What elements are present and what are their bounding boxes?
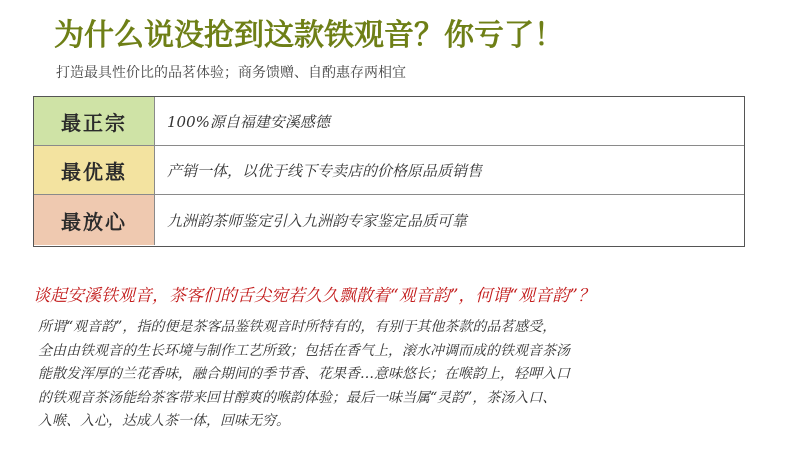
article-line: 所谓“观音韵”，指的便是茶客品鉴铁观音时所特有的，有别于其他茶款的品茗感受， <box>38 319 557 335</box>
article-paragraph <box>38 316 738 434</box>
article-line: 入喉、入心，达成人茶一体，回味无穷。 <box>38 413 290 429</box>
article-line: 全由由铁观音的生长环境与制作工艺所致；包括在香气上，滚水冲调而成的铁观音茶汤 <box>38 342 570 359</box>
feature-text: 100%源自福建安溪感德 <box>167 112 330 131</box>
page-title: 为什么说没抢到这款铁观音？你亏了！ <box>54 18 564 53</box>
feature-table <box>33 96 745 247</box>
feature-row <box>34 97 744 146</box>
page-subtitle: 打造最具性价比的品茗体验；商务馈赠、自酌惠存两相宜 <box>56 65 406 81</box>
feature-label: 最放心 <box>34 195 155 245</box>
feature-row <box>34 195 744 245</box>
feature-label: 最优惠 <box>34 146 155 194</box>
feature-row <box>34 146 744 195</box>
article-line: 的铁观音茶汤能给茶客带来回甘醇爽的喉韵体验；最后一味当属“灵韵”，茶汤入口、 <box>38 389 557 406</box>
article-line: 能散发浑厚的兰花香味，融合期间的季节香、花果香…意味悠长；在喉韵上，轻呷入口 <box>38 366 570 382</box>
feature-label: 最正宗 <box>34 97 155 145</box>
feature-text: 产销一体，以优于线下专卖店的价格原品质销售 <box>167 161 483 180</box>
feature-text: 九洲韵茶师鉴定引入九洲韵专家鉴定品质可靠 <box>167 211 468 230</box>
article-question: 谈起安溪铁观音，茶客们的舌尖宛若久久飘散着“观音韵”，何谓“观音韵”？ <box>33 286 595 306</box>
